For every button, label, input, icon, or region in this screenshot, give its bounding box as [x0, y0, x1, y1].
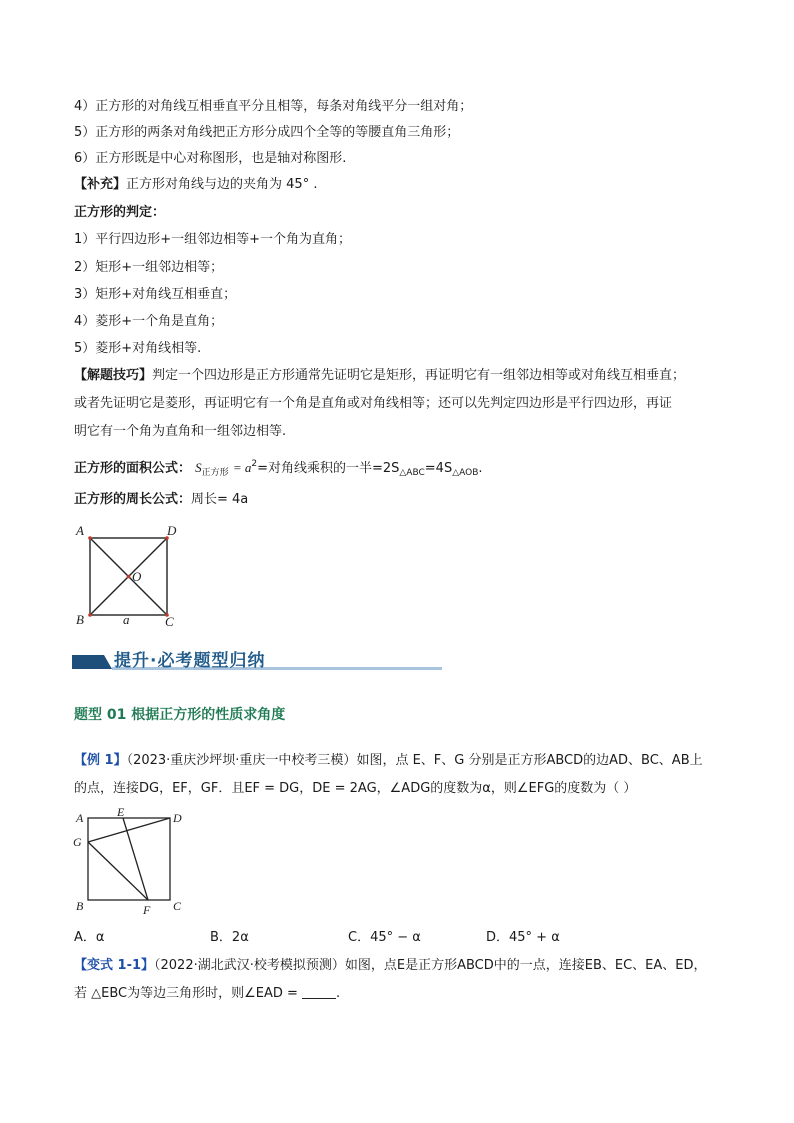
label-c: C [165, 614, 174, 629]
label-e: E [117, 806, 125, 819]
supplement-tag: 【补充】 [74, 177, 127, 192]
area-rest: =对角线乘积的一半=2S [257, 461, 400, 476]
tip-text: 判定一个四边形是正方形通常先证明它是矩形，再证明它有一组邻边相等或对角线互相垂直； [152, 368, 686, 383]
label-a: A [76, 523, 84, 538]
supplement [74, 176, 317, 194]
option-a[interactable]: A．α [74, 930, 105, 945]
label-a: A [76, 811, 84, 825]
square-diagonals-figure [70, 520, 190, 630]
example-1-figure [70, 806, 190, 918]
answer-blank[interactable] [302, 986, 336, 999]
label-b: B [76, 612, 84, 627]
tip-tag: 【解题技巧】 [74, 368, 153, 383]
option-b[interactable]: B．2α [210, 930, 249, 945]
area-s: S [195, 460, 202, 475]
criteria-item: 5）菱形+对角线相等. [74, 341, 202, 356]
label-f: F [143, 903, 151, 917]
label-g: G [73, 835, 82, 849]
example-1-text: 如图，点 E、F、G 分别是正方形ABCD的边AD、BC、AB上 [356, 753, 703, 768]
label-side-a: a [123, 612, 130, 627]
option-c[interactable]: C．45° − α [348, 930, 421, 945]
type-01-heading: 题型 01 根据正方形的性质求角度 [74, 707, 286, 723]
label-d: D [173, 811, 182, 825]
variant-1-1-text: 如图，点E是正方形ABCD中的一点，连接EB、EC、EA、ED， [344, 958, 707, 973]
tip-line-3: 明它有一个角为直角和一组邻边相等. [74, 424, 287, 439]
label-b: B [76, 899, 84, 913]
property-5: 5）正方形的两条对角线把正方形分成四个全等的等腰直角三角形； [74, 125, 460, 140]
criteria-item: 1）平行四边形+一组邻边相等+一个角为直角； [74, 232, 352, 247]
area-eq: = a [232, 460, 252, 475]
variant-1-1-tag: 【变式 1-1】 [74, 958, 155, 973]
area-sq: 2 [251, 459, 258, 469]
example-1-line-1 [74, 752, 703, 770]
example-1-tag: 【例 1】 [74, 753, 127, 768]
area-label: 正方形的面积公式： [74, 461, 192, 476]
criteria-item: 4）菱形+一个角是直角； [74, 314, 224, 329]
criteria-item: 3）矩形+对角线互相垂直； [74, 287, 237, 302]
variant-1-1-end: . [336, 986, 341, 1001]
area-formula [74, 455, 483, 482]
example-1-line-2: 的点，连接DG，EF，GF．且EF = DG，DE = 2AG，∠ADG的度数为α，则∠EFG的度数为（ ） [74, 781, 637, 796]
label-c: C [173, 899, 182, 913]
tip-line-2: 或者先证明它是菱形，再证明它有一个角是直角或对角线相等；还可以先判定四边形是平行四边形，再证 [74, 396, 673, 411]
perimeter-label: 正方形的周长公式： [74, 492, 192, 507]
label-o: O [132, 569, 142, 584]
variant-1-1-question: 若 △EBC为等边三角形时，则∠EAD = [74, 986, 303, 1001]
property-4: 4）正方形的对角线互相垂直平分且相等，每条对角线平分一组对角； [74, 99, 473, 114]
area-end: . [478, 461, 483, 476]
area-tri2: △AOB [452, 468, 479, 478]
perimeter-formula [74, 491, 248, 509]
variant-1-1-source: （2022·湖北武汉·校考模拟预测） [154, 958, 345, 973]
area-s-sub: 正方形 [201, 468, 229, 478]
area-mid: =4S [424, 461, 453, 476]
property-6: 6）正方形既是中心对称图形，也是轴对称图形. [74, 151, 347, 166]
criteria-title: 正方形的判定： [74, 205, 166, 220]
label-d: D [167, 523, 177, 538]
option-d[interactable]: D．45° + α [486, 930, 560, 945]
section-banner-title: 提升·必考题型归纳 [114, 651, 266, 671]
example-1-source: （2023·重庆沙坪坝·重庆一中校考三模） [126, 753, 357, 768]
variant-1-1-line-2 [74, 985, 340, 1003]
variant-1-1-line-1 [74, 957, 707, 975]
tip-line-1 [74, 367, 685, 385]
perimeter-text: 周长= 4a [191, 492, 249, 507]
supplement-text: 正方形对角线与边的夹角为 45° . [126, 177, 318, 192]
criteria-item: 2）矩形+一组邻边相等； [74, 260, 224, 275]
area-tri1: △ABC [399, 468, 425, 478]
